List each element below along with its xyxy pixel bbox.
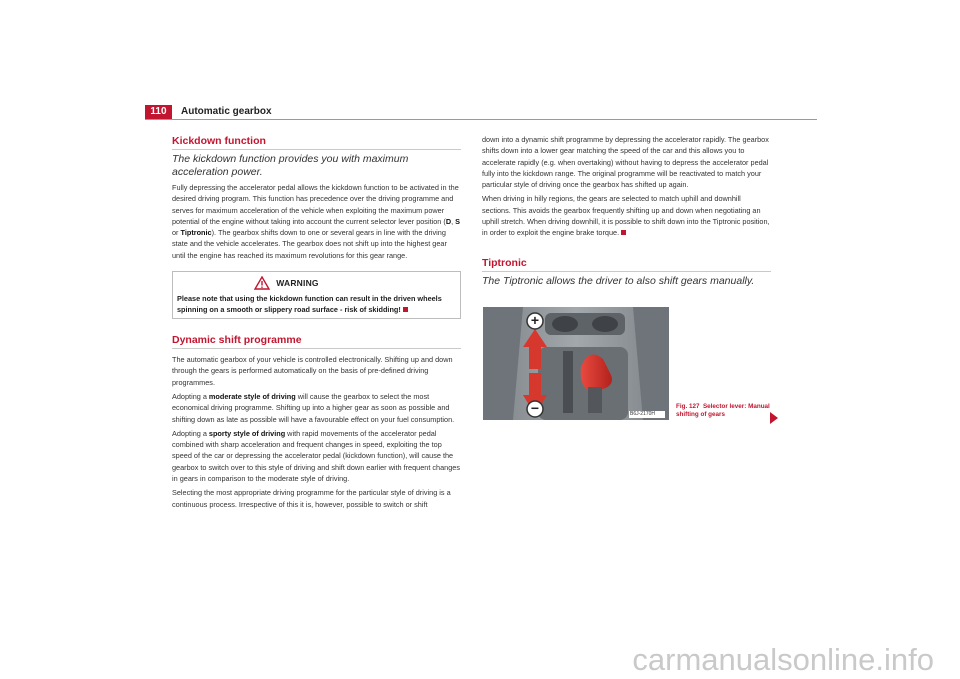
warning-text: Please note that using the kickdown function can result in the driven wheels spinning on a smooth or slippery road surface - risk of skidding! xyxy=(177,294,442,314)
selector-lever-figure xyxy=(483,307,669,420)
tiptronic-subtitle: The Tiptronic allows the driver to also shift gears manually. xyxy=(482,274,755,287)
next-page-arrow-icon xyxy=(770,412,778,424)
dynamic-paragraph-3: Adopting a sporty style of driving with rapid movements of the accelerator pedal combined with sharp acceleration and frequent changes in speed, exploiting the top speed of the car or depressing the accelerator pedal (kickdown function), will cause the gearbox to switch over to this style of driving and shift down earlier with frequent changes in gears in comparison to the moderate style of driving. xyxy=(172,428,460,484)
dynamic-paragraph-1: The automatic gearbox of your vehicle is controlled electronically. Shifting up and down through the gears is performed automatically on the basis of pre-defined driving programmes. xyxy=(172,355,453,387)
gear-selector-illustration xyxy=(483,307,669,420)
dynamic-paragraph-5: down into a dynamic shift programme by depressing the accelerator rapidly. The gearbox shifts down into a lower gear matching the speed of the car and this allows you to accelerate rapidly (e.g. when overtaking) without having to depress the accelerator pedal fully into the kickdown range. The original programme will be reactivated to match your particular style of driving once the gearbox has shifted up again. xyxy=(482,135,769,190)
minus-symbol: − xyxy=(530,400,540,416)
plus-symbol: + xyxy=(530,312,540,328)
warning-triangle-icon xyxy=(254,276,270,290)
left-column xyxy=(172,134,461,513)
warning-box xyxy=(172,271,461,319)
running-head: Automatic gearbox xyxy=(181,106,272,117)
dynamic-paragraph-4: Selecting the most appropriate driving programme for the particular style of driving is a continuous process. Irrespective of this it is, however, possible to switch or shift xyxy=(172,488,451,509)
figure-caption: Fig. 127 Selector lever: Manual shifting of gears xyxy=(676,403,770,418)
dynamic-paragraph-2: Adopting a moderate style of driving will cause the gearbox to select the most economical driving programme. Shifting up into a higher gear as soon as possible and shifting down as late as possible will have a favourable effect on your fuel consumption. xyxy=(172,391,455,424)
kickdown-title: Kickdown function xyxy=(172,134,461,150)
kickdown-paragraph: Fully depressing the accelerator pedal allows the kickdown function to be activated in the desired driving program. This function has precedence over the driving programme and serves for maximum acceleration of the vehicle when exploiting the maximum power potential of the engine without taking into account the current selector lever position (D, S or Tiptronic). The gearbox shifts down to one or several gears in line with the driving state and the vehicle accelerates. The gearbox does not shift up into the highest gear until the engine has reached its maximum revolutions for this gear range. xyxy=(172,183,461,260)
end-mark-icon xyxy=(403,307,408,312)
page-number: 110 xyxy=(145,105,172,119)
end-mark-icon xyxy=(621,230,626,235)
right-column xyxy=(482,134,771,291)
tiptronic-title: Tiptronic xyxy=(482,256,771,272)
position-tiptronic: Tiptronic xyxy=(180,228,212,238)
watermark: carmanualsonline.info xyxy=(632,642,934,677)
figure-code: B6J-2170H xyxy=(630,411,656,417)
warning-title: WARNING xyxy=(276,278,319,289)
dynamic-title: Dynamic shift programme xyxy=(172,333,461,349)
dynamic-paragraph-6: When driving in hilly regions, the gears are selected to match uphill and downhill sections. This avoids the gearbox frequently shifting up and down when negotiating an uphill stretch. When driving downhill, it is possible to shift down into the Tiptronic position, in order to exploit the engine brake torque. xyxy=(482,194,770,238)
position-d: D xyxy=(445,216,452,226)
kickdown-subtitle: The kickdown function provides you with maximum acceleration power. xyxy=(172,153,409,178)
position-s: S xyxy=(455,216,461,226)
header-rule xyxy=(145,119,817,120)
